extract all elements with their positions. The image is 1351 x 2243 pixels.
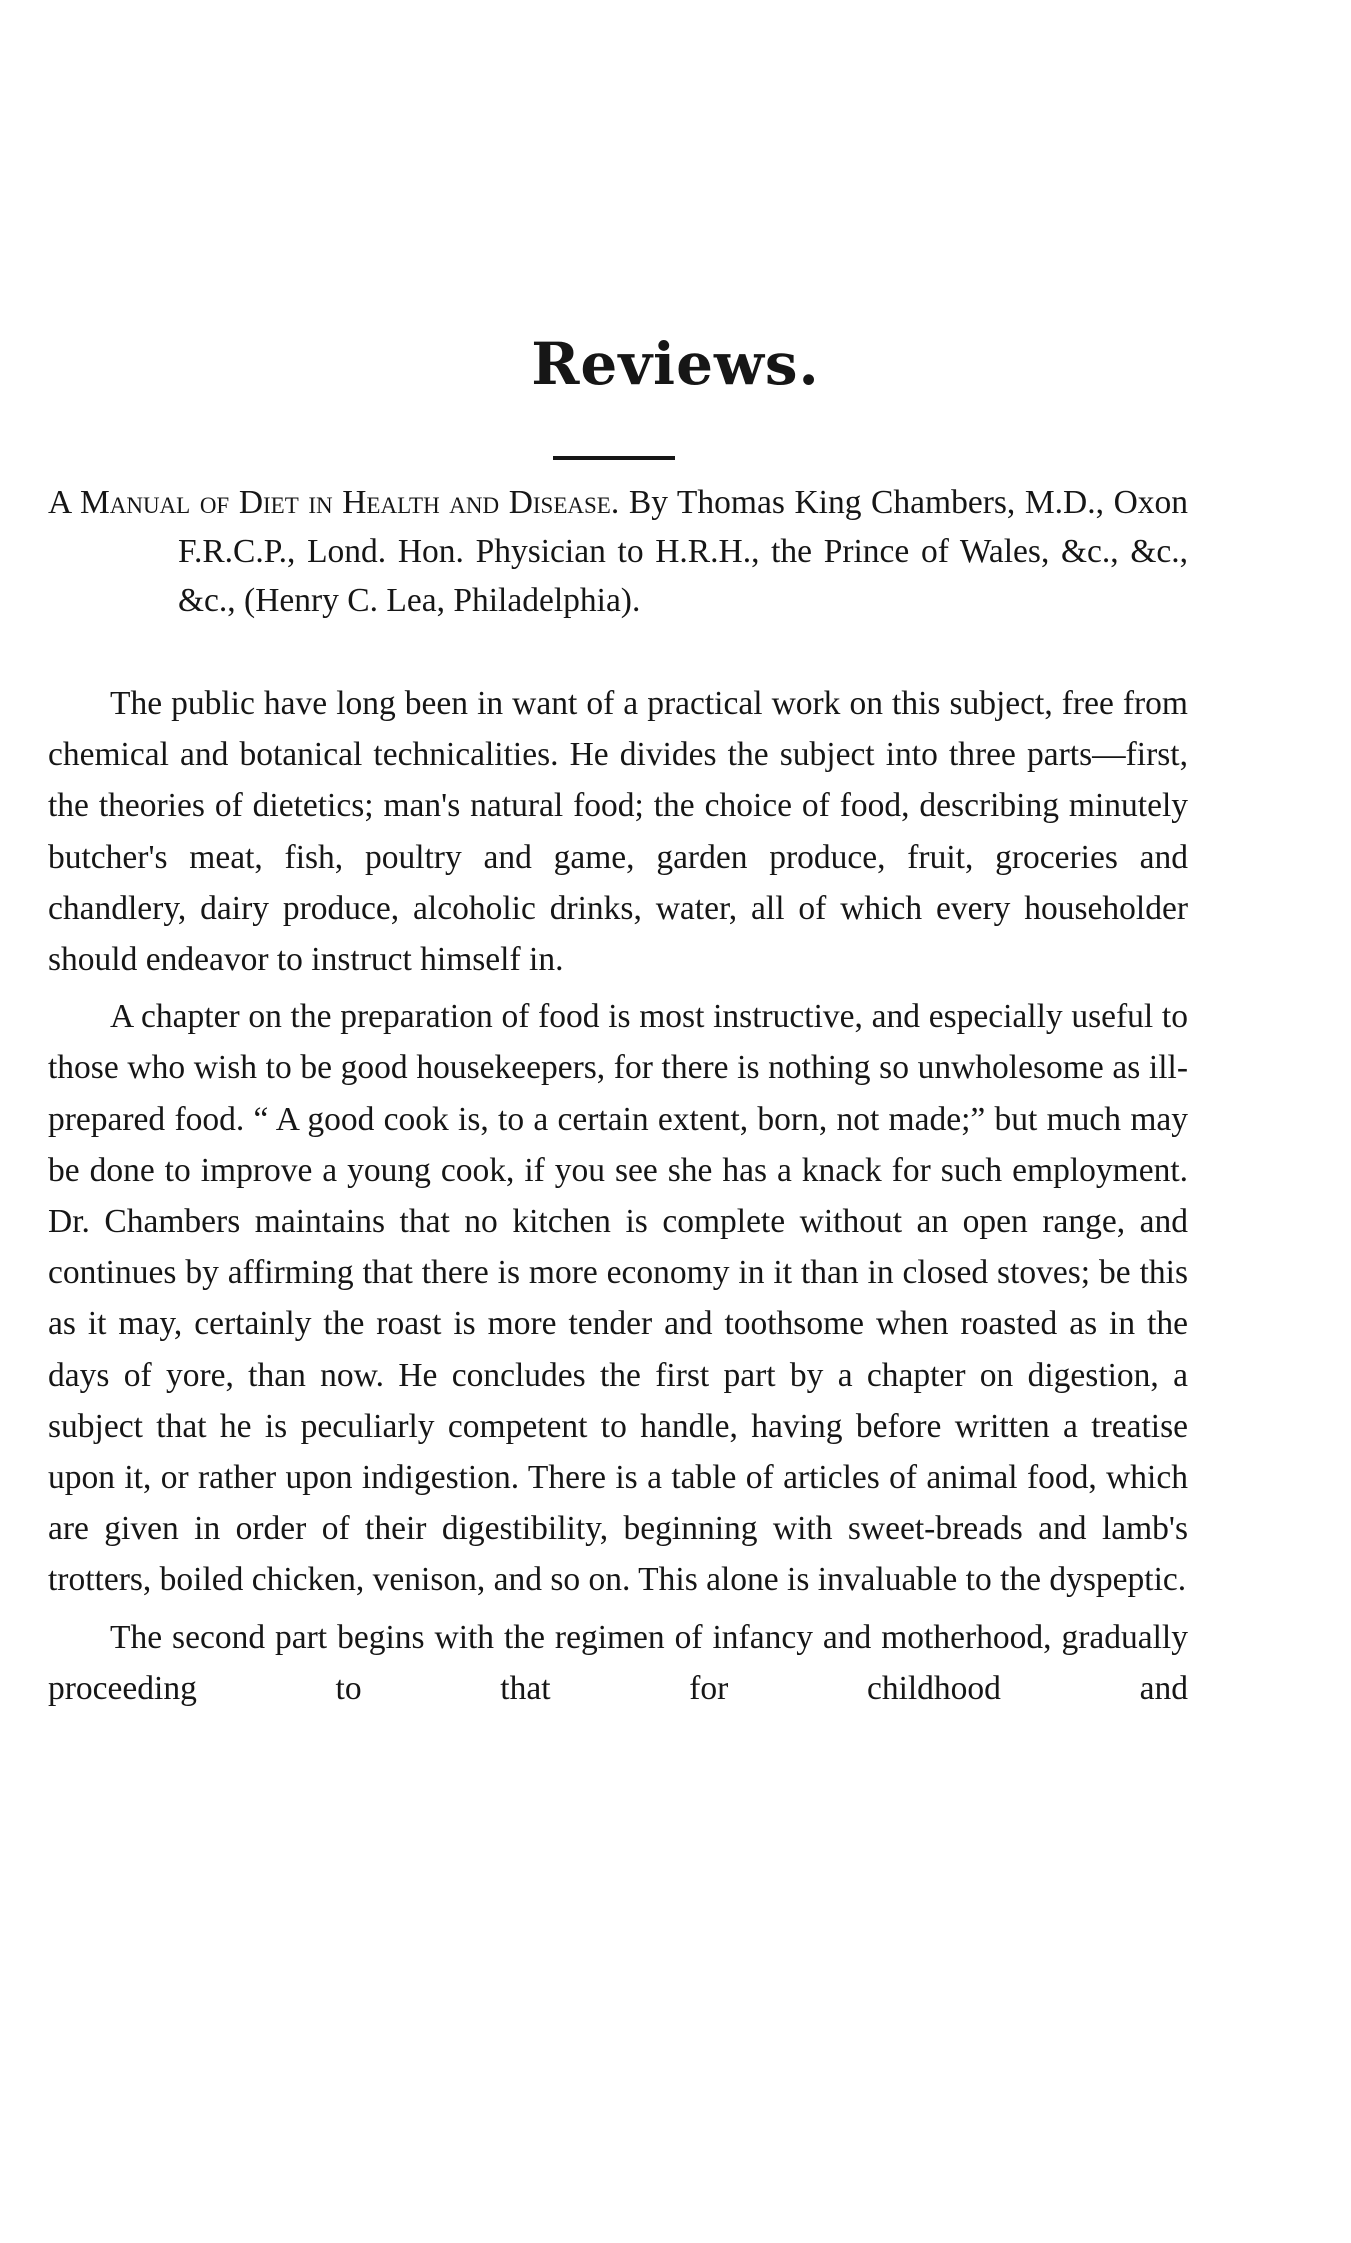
review-citation — [48, 478, 1188, 625]
book-author-info: By Thomas King Chambers, M.D., Oxon F.R.C.P., Lond. Hon. Physician to H.R.H., the Prince of Wales, &c., &c., &c., (Henry C. Lea, Philadelphia). — [178, 484, 1189, 619]
section-heading: Reviews. — [531, 330, 820, 398]
review-body — [48, 678, 1188, 1720]
paragraph-2: A chapter on the preparation of food is most instructive, and especially useful to those who wish to be good housekeepers, for there is nothing so unwholesome as ill-prepared food. “ A good cook is, to a certain extent, born, not made;” but much may be done to improve a young cook, if you see she has a knack for such employment. Dr. Chambers maintains that no kitchen is complete without an open range, and continues by affirming that there is more economy in it than in closed stoves; be this as it may, certainly the roast is more tender and toothsome when roasted as in the days of yore, than now. He concludes the first part by a chapter on digestion, a subject that he is peculiarly competent to handle, having before written a treatise upon it, or rather upon indigestion. There is a table of articles of animal food, which are given in order of their digestibility, beginning with sweet-breads and lamb's trotters, boiled chicken, venison, and so on. This alone is invaluable to the dyspeptic. — [48, 998, 1188, 1599]
paragraph-1: The public have long been in want of a practical work on this subject, free from chemical and botanical technicalities. He divides the subject into three parts—first, the theories of dietetics; man's natural food; the choice of food, describing minutely butcher's meat, fish, poultry and game, garden produce, fruit, groceries and chandlery, dairy produce, alcoholic drinks, water, all of which every householder should endeavor to instruct himself in. — [48, 685, 1188, 979]
heading-rule — [553, 456, 675, 460]
book-title: A Manual of Diet in Health and Disease. — [48, 484, 620, 521]
paragraph-3: The second part begins with the regimen of infancy and motherhood, gradually proceeding to that for childhood and — [48, 1618, 1188, 1707]
